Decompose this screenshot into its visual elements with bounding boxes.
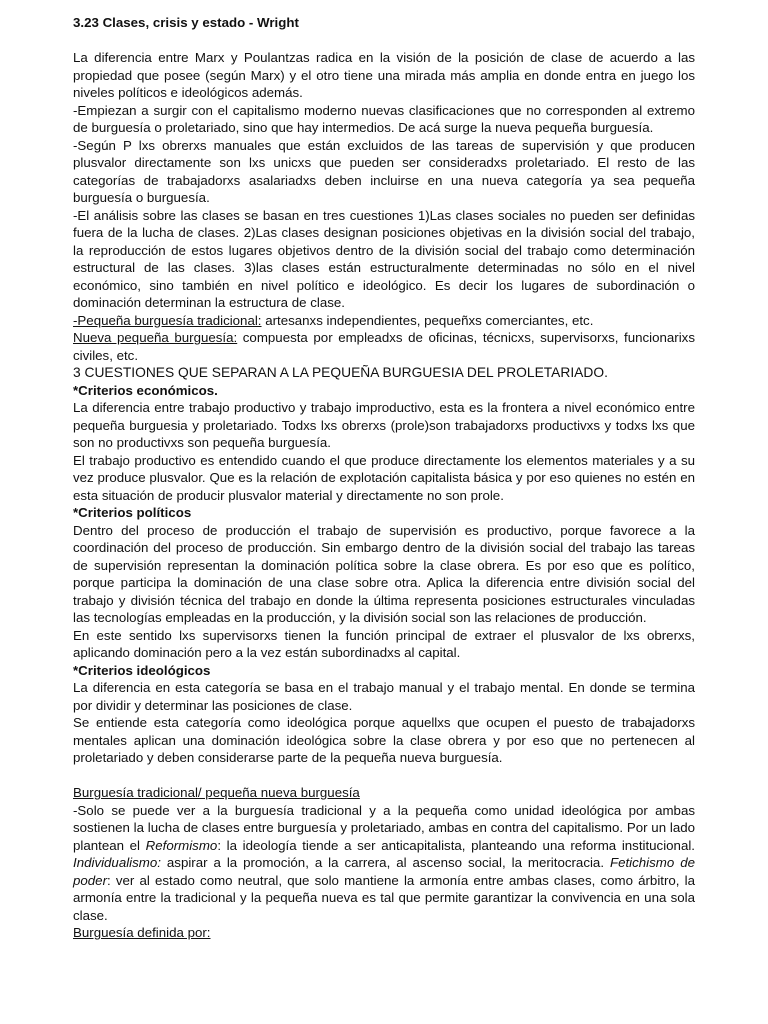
heading-burguesia-tradicional: Burguesía tradicional/ pequeña nueva burguesía: [73, 785, 360, 800]
heading-criterios-economicos: *Criterios económicos.: [73, 382, 218, 398]
term-individualismo: Individualismo:: [73, 855, 161, 870]
paragraph-nueva-pequena-burguesia: -Empiezan a surgir con el capitalismo moderno nuevas clasificaciones que no corresponden al extremo de burguesía o proletariado, sino que hay intermedios. De acá surge la nueva pequeña burguesía.: [73, 102, 695, 135]
paragraph-plusvalor: El trabajo productivo es entendido cuando el que produce directamente los elementos materiales y a su vez produce plusvalor. Que es la relación de explotación capitalista básica y por eso quienes no estén en esta situación de producir plusvalor material y directamente no son prole.: [73, 452, 695, 503]
term-reformismo: Reformismo: [145, 837, 218, 853]
heading-criterios-ideologicos: *Criterios ideológicos: [73, 662, 211, 678]
definition-text: compuesta por empleadxs de oficinas, técnicxs, supervisorxs, funcionarixs civiles, etc.: [73, 330, 695, 363]
document-page: [73, 14, 695, 942]
heading-burguesia-definida: Burguesía definida por:: [73, 925, 211, 940]
paragraph-tres-cuestiones: 3 CUESTIONES QUE SEPARAN A LA PEQUEÑA BURGUESIA DEL PROLETARIADO.: [73, 365, 608, 380]
paragraph-analisis-clases: -El análisis sobre las clases se basan en tres cuestiones 1)Las clases sociales no pueden ser definidas fuera de la lucha de clases. 2)Las clases designan posiciones objetivas en la división social del trabajo, la reproducción de estos lugares objetivos dentro de la división social del trabajo como determinación estructural de las clases. 3)las clases están estructuralmente determinadas no sólo en el nivel económico, sino también en nivel político e ideológico. Es decir los lugares de subordinación o dominación determinan la estructura de clase.: [73, 207, 695, 310]
paragraph-unidad-ideologica: -Solo se puede ver a la burguesía tradicional y a la pequeña como unidad ideológica por ambas sostienen la lucha de clases entre burguesía y proletariado, ambas en contra del capitalismo. Por un lado plantean el Reformismo: la ideología tiende a ser anticapitalista, planteando una reforma institucional. Individualismo: aspirar a la promoción, a la carrera, al ascenso social, la meritocracia. Fetichismo de poder: ver al estado como neutral, que solo mantiene la armonía entre ambas clases, como árbitro, la armonía entre la tradicional y la pequeña nueva es tal que permite garantizar la convivencia en una sola clase.: [73, 802, 695, 923]
definition-text: artesanxs independientes, pequeñxs comerciantes, etc.: [261, 312, 594, 328]
paragraph-supervisores: En este sentido lxs supervisorxs tienen la función principal de extraer el plusvalor de lxs obrerxs, aplicando dominación pero a la vez están subordinadxs al capital.: [73, 627, 695, 660]
paragraph-trabajo-manual-mental: La diferencia en esta categoría se basa en el trabajo manual y el trabajo mental. En donde se termina por dividir y determinar las posiciones de clase.: [73, 680, 695, 713]
paragraph-dominacion-ideologica: Se entiende esta categoría como ideológica porque aquellxs que ocupen el puesto de trabajadorxs mentales aplican una dominación ideológica sobre la clase obrera y por eso que no pertenecen al proletariado y deben considerarse parte de la pequeña nueva burguesía.: [73, 715, 695, 765]
paragraph-pequena-burguesia-tradicional: [73, 312, 695, 330]
paragraph-obreros-manuales: -Según P lxs obrerxs manuales que están excluidos de las tareas de supervisión y que producen plusvalor directamente son lxs unicxs que pueden ser consideradxs proletariado. El resto de las categorías de trabajadorxs asalariadxs deben incluirse en una nueva categoría ya sea pequeña burguesía o burguesía.: [73, 137, 695, 205]
paragraph-trabajo-productivo: La diferencia entre trabajo productivo y trabajo improductivo, esta es la frontera a nivel económico entre pequeña burguesia y proletariado. Todxs lxs obrerxs (prole)son trabajadorxs productivxs y todxs lxs que son no productivxs son pequeña burguesía.: [73, 400, 695, 450]
paragraph-marx-poulantzas: La diferencia entre Marx y Poulantzas radica en la visión de la posición de clase de acuerdo a las propiedad que posee (según Marx) y el otro tiene una mirada más amplia en donde entra en juego los niveles políticos e ideológicos además.: [73, 50, 695, 100]
paragraph-gap: [73, 767, 695, 785]
term-fetichismo-de-poder: Fetichismo de poder: [73, 855, 695, 888]
term-nueva-pequena-burguesia: Nueva pequeña burguesía:: [73, 330, 238, 345]
term-pequena-burguesia-tradicional: -Pequeña burguesía tradicional:: [73, 312, 262, 328]
document-title: 3.23 Clases, crisis y estado - Wright: [73, 15, 299, 30]
heading-criterios-politicos: *Criterios políticos: [73, 505, 192, 520]
paragraph-supervision: Dentro del proceso de producción el trabajo de supervisión es productivo, porque favorece a la coordinación del proceso de producción. Sin embargo dentro de la división social del trabajo las tareas de supervisión representan la dominación política sobre la clase obrera. Es por eso que es político, porque participa la dominación de una clase sobre otra. Aplica la diferencia entre división social del trabajo y división técnica del trabajo en donde la última representa posiciones estructurales vinculadas las tecnologías empleadas en la producción, y la división social son las relaciones de producción.: [73, 522, 695, 625]
paragraph-nueva-pequena-burguesia-def: [73, 329, 695, 364]
